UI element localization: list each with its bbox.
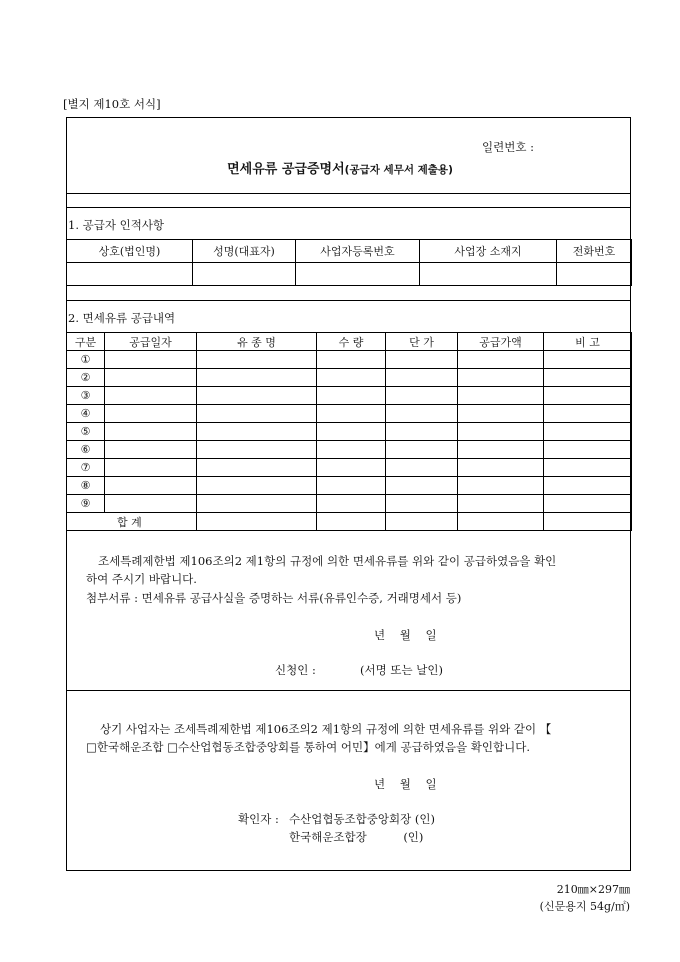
remarks-cell[interactable] bbox=[544, 387, 632, 405]
oil-type-cell[interactable] bbox=[197, 423, 317, 441]
unit-price-cell[interactable] bbox=[386, 369, 458, 387]
table-row bbox=[67, 477, 632, 495]
attachments-text: 첨부서류 : 면세유류 공급사실을 증명하는 서류(유류인수증, 거래명세서 등) bbox=[86, 591, 462, 605]
confirmer-kssa: 한국해운조합장 (인) bbox=[289, 830, 424, 844]
oil-type-cell[interactable] bbox=[197, 351, 317, 369]
quantity-cell[interactable] bbox=[317, 495, 386, 513]
supply-date-cell[interactable] bbox=[105, 405, 197, 423]
quantity-cell[interactable] bbox=[317, 405, 386, 423]
statement-line2: 하여 주시기 바랍니다. bbox=[86, 572, 197, 586]
business-number-field[interactable] bbox=[296, 263, 420, 286]
remarks-cell[interactable] bbox=[544, 459, 632, 477]
supplier-header-row bbox=[67, 240, 632, 263]
total-label: 합 계 bbox=[67, 513, 197, 531]
table-row bbox=[67, 351, 632, 369]
header-category: 구분 bbox=[67, 333, 105, 351]
title-main: 면세유류 공급증명서 bbox=[227, 162, 345, 177]
total-remarks-cell[interactable] bbox=[544, 513, 632, 531]
unit-price-cell[interactable] bbox=[386, 387, 458, 405]
statement-date: 년 월 일 bbox=[374, 628, 437, 642]
quantity-cell[interactable] bbox=[317, 459, 386, 477]
total-unit-price-cell[interactable] bbox=[386, 513, 458, 531]
oil-type-cell[interactable] bbox=[197, 441, 317, 459]
supply-date-cell[interactable] bbox=[105, 423, 197, 441]
quantity-cell[interactable] bbox=[317, 351, 386, 369]
unit-price-cell[interactable] bbox=[386, 495, 458, 513]
oil-type-cell[interactable] bbox=[197, 387, 317, 405]
supply-date-cell[interactable] bbox=[105, 495, 197, 513]
supply-amount-cell[interactable] bbox=[458, 351, 544, 369]
divider bbox=[66, 690, 631, 691]
row-number: ② bbox=[67, 369, 105, 387]
form-title bbox=[0, 158, 680, 177]
supply-date-cell[interactable] bbox=[105, 387, 197, 405]
oil-type-cell[interactable] bbox=[197, 495, 317, 513]
table-row bbox=[67, 441, 632, 459]
row-number: ① bbox=[67, 351, 105, 369]
row-number: ⑦ bbox=[67, 459, 105, 477]
supply-date-cell[interactable] bbox=[105, 441, 197, 459]
remarks-cell[interactable] bbox=[544, 495, 632, 513]
supply-date-cell[interactable] bbox=[105, 459, 197, 477]
address-field[interactable] bbox=[420, 263, 557, 286]
supply-amount-cell[interactable] bbox=[458, 441, 544, 459]
serial-number-label: 일련번호 : bbox=[482, 140, 534, 154]
supply-date-cell[interactable] bbox=[105, 369, 197, 387]
table-row bbox=[67, 495, 632, 513]
section2-title: 2. 면세유류 공급내역 bbox=[68, 311, 176, 325]
row-number: ⑨ bbox=[67, 495, 105, 513]
paper-type: (신문용지 54g/㎡) bbox=[539, 900, 630, 913]
remarks-cell[interactable] bbox=[544, 477, 632, 495]
supply-amount-cell[interactable] bbox=[458, 459, 544, 477]
unit-price-cell[interactable] bbox=[386, 477, 458, 495]
header-company: 상호(법인명) bbox=[67, 240, 193, 263]
confirmer-nfcf: 수산업협동조합중앙회장 (인) bbox=[289, 812, 435, 826]
divider bbox=[66, 193, 631, 194]
representative-field[interactable] bbox=[193, 263, 296, 286]
supply-date-cell[interactable] bbox=[105, 477, 197, 495]
applicant-label: 신청인 : bbox=[275, 663, 316, 677]
oil-type-cell[interactable] bbox=[197, 369, 317, 387]
quantity-cell[interactable] bbox=[317, 441, 386, 459]
row-number: ⑧ bbox=[67, 477, 105, 495]
unit-price-cell[interactable] bbox=[386, 459, 458, 477]
paper-size: 210㎜×297㎜ bbox=[556, 883, 630, 896]
supply-amount-cell[interactable] bbox=[458, 369, 544, 387]
unit-price-cell[interactable] bbox=[386, 441, 458, 459]
unit-price-cell[interactable] bbox=[386, 405, 458, 423]
row-number: ⑥ bbox=[67, 441, 105, 459]
row-number: ④ bbox=[67, 405, 105, 423]
supplier-data-row bbox=[67, 263, 632, 286]
table-row bbox=[67, 459, 632, 477]
table-row bbox=[67, 387, 632, 405]
supply-header-row bbox=[67, 333, 632, 351]
confirm-date: 년 월 일 bbox=[374, 777, 437, 791]
oil-type-cell[interactable] bbox=[197, 459, 317, 477]
supply-detail-table bbox=[66, 332, 632, 531]
total-quantity-cell[interactable] bbox=[317, 513, 386, 531]
quantity-cell[interactable] bbox=[317, 369, 386, 387]
confirm-line2: □한국해운조합 □수산업협동조합중앙회를 통하여 어민】에게 공급하였음을 확인합니다. bbox=[86, 740, 530, 754]
table-row bbox=[67, 423, 632, 441]
quantity-cell[interactable] bbox=[317, 477, 386, 495]
quantity-cell[interactable] bbox=[317, 423, 386, 441]
header-business-number: 사업자등록번호 bbox=[296, 240, 420, 263]
applicant-signature: (서명 또는 날인) bbox=[360, 663, 443, 677]
title-sub: (공급자 세무서 제출용) bbox=[344, 164, 453, 176]
divider bbox=[66, 207, 631, 208]
total-amount-cell[interactable] bbox=[458, 513, 544, 531]
header-supply-amount: 공급가액 bbox=[458, 333, 544, 351]
header-phone: 전화번호 bbox=[557, 240, 632, 263]
confirmer-label: 확인자 : bbox=[238, 812, 279, 826]
remarks-cell[interactable] bbox=[544, 351, 632, 369]
table-row bbox=[67, 369, 632, 387]
phone-field[interactable] bbox=[557, 263, 632, 286]
header-quantity: 수 량 bbox=[317, 333, 386, 351]
supply-amount-cell[interactable] bbox=[458, 405, 544, 423]
unit-price-cell[interactable] bbox=[386, 351, 458, 369]
row-number: ⑤ bbox=[67, 423, 105, 441]
header-remarks: 비 고 bbox=[544, 333, 632, 351]
header-representative: 성명(대표자) bbox=[193, 240, 296, 263]
total-row bbox=[67, 513, 632, 531]
company-field[interactable] bbox=[67, 263, 193, 286]
oil-type-cell[interactable] bbox=[197, 405, 317, 423]
form-label: [별지 제10호 서식] bbox=[63, 97, 161, 111]
divider bbox=[66, 300, 631, 301]
statement-line1: 조세특례제한법 제106조의2 제1항의 규정에 의한 면세유류를 위와 같이 공급하였음을 확인 bbox=[98, 554, 557, 568]
remarks-cell[interactable] bbox=[544, 369, 632, 387]
row-number: ③ bbox=[67, 387, 105, 405]
table-row bbox=[67, 405, 632, 423]
confirm-line1: 상기 사업자는 조세특례제한법 제106조의2 제1항의 규정에 의한 면세유류를 위와 같이 【 bbox=[100, 722, 552, 736]
oil-type-cell[interactable] bbox=[197, 477, 317, 495]
supply-amount-cell[interactable] bbox=[458, 495, 544, 513]
total-oil-type-cell[interactable] bbox=[197, 513, 317, 531]
supply-amount-cell[interactable] bbox=[458, 423, 544, 441]
unit-price-cell[interactable] bbox=[386, 423, 458, 441]
header-oil-type: 유 종 명 bbox=[197, 333, 317, 351]
header-unit-price: 단 가 bbox=[386, 333, 458, 351]
supply-amount-cell[interactable] bbox=[458, 387, 544, 405]
supply-amount-cell[interactable] bbox=[458, 477, 544, 495]
header-supply-date: 공급일자 bbox=[105, 333, 197, 351]
remarks-cell[interactable] bbox=[544, 441, 632, 459]
header-address: 사업장 소재지 bbox=[420, 240, 557, 263]
section1-title: 1. 공급자 인적사항 bbox=[68, 218, 165, 232]
quantity-cell[interactable] bbox=[317, 387, 386, 405]
remarks-cell[interactable] bbox=[544, 405, 632, 423]
supply-date-cell[interactable] bbox=[105, 351, 197, 369]
supplier-info-table bbox=[66, 239, 632, 286]
remarks-cell[interactable] bbox=[544, 423, 632, 441]
